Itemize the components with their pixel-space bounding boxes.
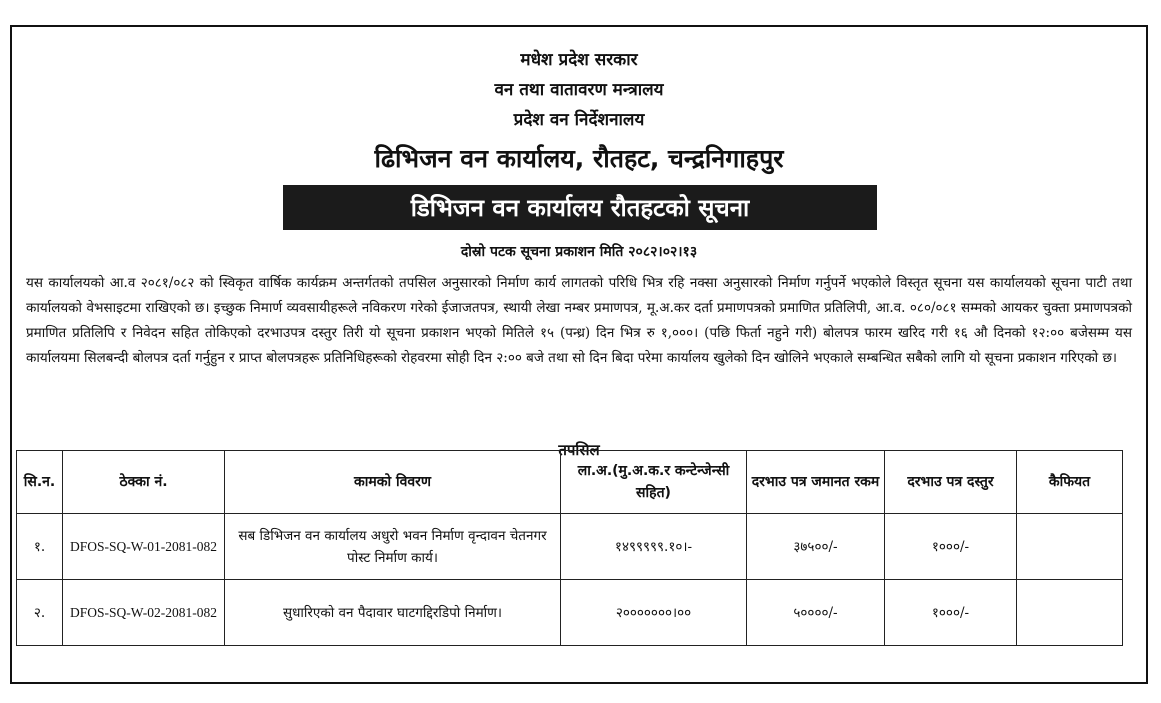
cell-sn: १. [17,514,63,580]
cell-deposit: ३७५००/- [747,514,885,580]
government-name: मधेश प्रदेश सरकार [520,50,638,70]
directorate-name: प्रदेश वन निर्देशनालय [513,110,645,130]
table-header-row [17,451,1123,514]
table-row [17,514,1123,580]
notice-banner: डिभिजन वन कार्यालय रौतहटको सूचना [283,185,877,230]
header-cost: ला.अ.(मु.अ.क.र कन्टेन्जेन्सी सहित) [561,451,747,514]
cell-contract: DFOS-SQ-W-02-2081-082 [63,580,225,646]
header-remarks: कैफियत [1017,451,1123,514]
cell-cost: १४९९९९९.१०।- [561,514,747,580]
cell-deposit: ५००००/- [747,580,885,646]
cell-description: सब डिभिजन वन कार्यालय अधुरो भवन निर्माण वृन्दावन चेतनगर पोस्ट निर्माण कार्य। [225,514,561,580]
cell-remarks [1017,514,1123,580]
schedule-table [16,450,1123,646]
header-sn: सि.न. [17,451,63,514]
cell-description: सुधारिएको वन पैदावार घाटगद्दिरडिपो निर्माण। [225,580,561,646]
cell-remarks [1017,580,1123,646]
header-deposit: दरभाउ पत्र जमानत रकम [747,451,885,514]
tapsil-title: तपसिल [558,441,600,459]
cell-cost: २०००००००।०० [561,580,747,646]
cell-fee: १०००/- [885,514,1017,580]
ministry-name: वन तथा वातावरण मन्त्रालय [494,80,664,100]
cell-sn: २. [17,580,63,646]
header-fee: दरभाउ पत्र दस्तुर [885,451,1017,514]
table-row [17,580,1123,646]
office-name: ढिभिजन वन कार्यालय, रौतहट, चन्द्रनिगाहपुर [374,144,784,173]
notice-body: यस कार्यालयको आ.व २०८१/०८२ को स्विकृत वार्षिक कार्यक्रम अन्तर्गतको तपसिल अनुसारको निर्माण कार्य लागतको परिधि भित्र रहि नक्सा अनुसारको निर्माण गर्नुपर्ने भएकोले विस्तृत सूचना यस कार्यालयको सूचना पाटी तथा कार्यालयको वेभसाइटमा राखिएको छ। इच्छुक निमार्ण व्यवसायीहरूले नविकरण गरेको ईजाजतपत्र, स्थायी लेखा नम्बर प्रमाणपत्र, मू.अ.कर दर्ता प्रमाणपत्रको प्रमाणित प्रतिलिपी, आ.व. ०८०/०८१ सम्मको आयकर चुक्ता प्रमाणपत्रको प्रमाणित प्रतिलिपि र निवेदन सहित तोकिएको दरभाउपत्र दस्तुर तिरी यो सूचना प्रकाशन भएको मितिले १५ (पन्ध्र) दिन भित्र रु १,०००। (पछि फिर्ता नहुने गरी) बोलपत्र फारम खरिद गरी १६ औ दिनको १२:०० बजेसम्म यस कार्यालयमा सिलबन्दी बोलपत्र दर्ता गर्नुहुन र प्राप्त बोलपत्रहरू प्रतिनिधिहरूको रोहवरमा सोही दिन २:०० बजे तथा सो दिन बिदा परेमा कार्यालय खुलेको दिन खोलिने भएकाले सम्बन्धित सबैको लागि यो सूचना प्रकाशन गरिएको छ। [26,275,1132,366]
header-description: कामको विवरण [225,451,561,514]
header-contract: ठेक्का नं. [63,451,225,514]
cell-contract: DFOS-SQ-W-01-2081-082 [63,514,225,580]
publish-date: दोस्रो पटक सूचना प्रकाशन मिति २०८२।०२।१३ [460,244,698,260]
cell-fee: १०००/- [885,580,1017,646]
